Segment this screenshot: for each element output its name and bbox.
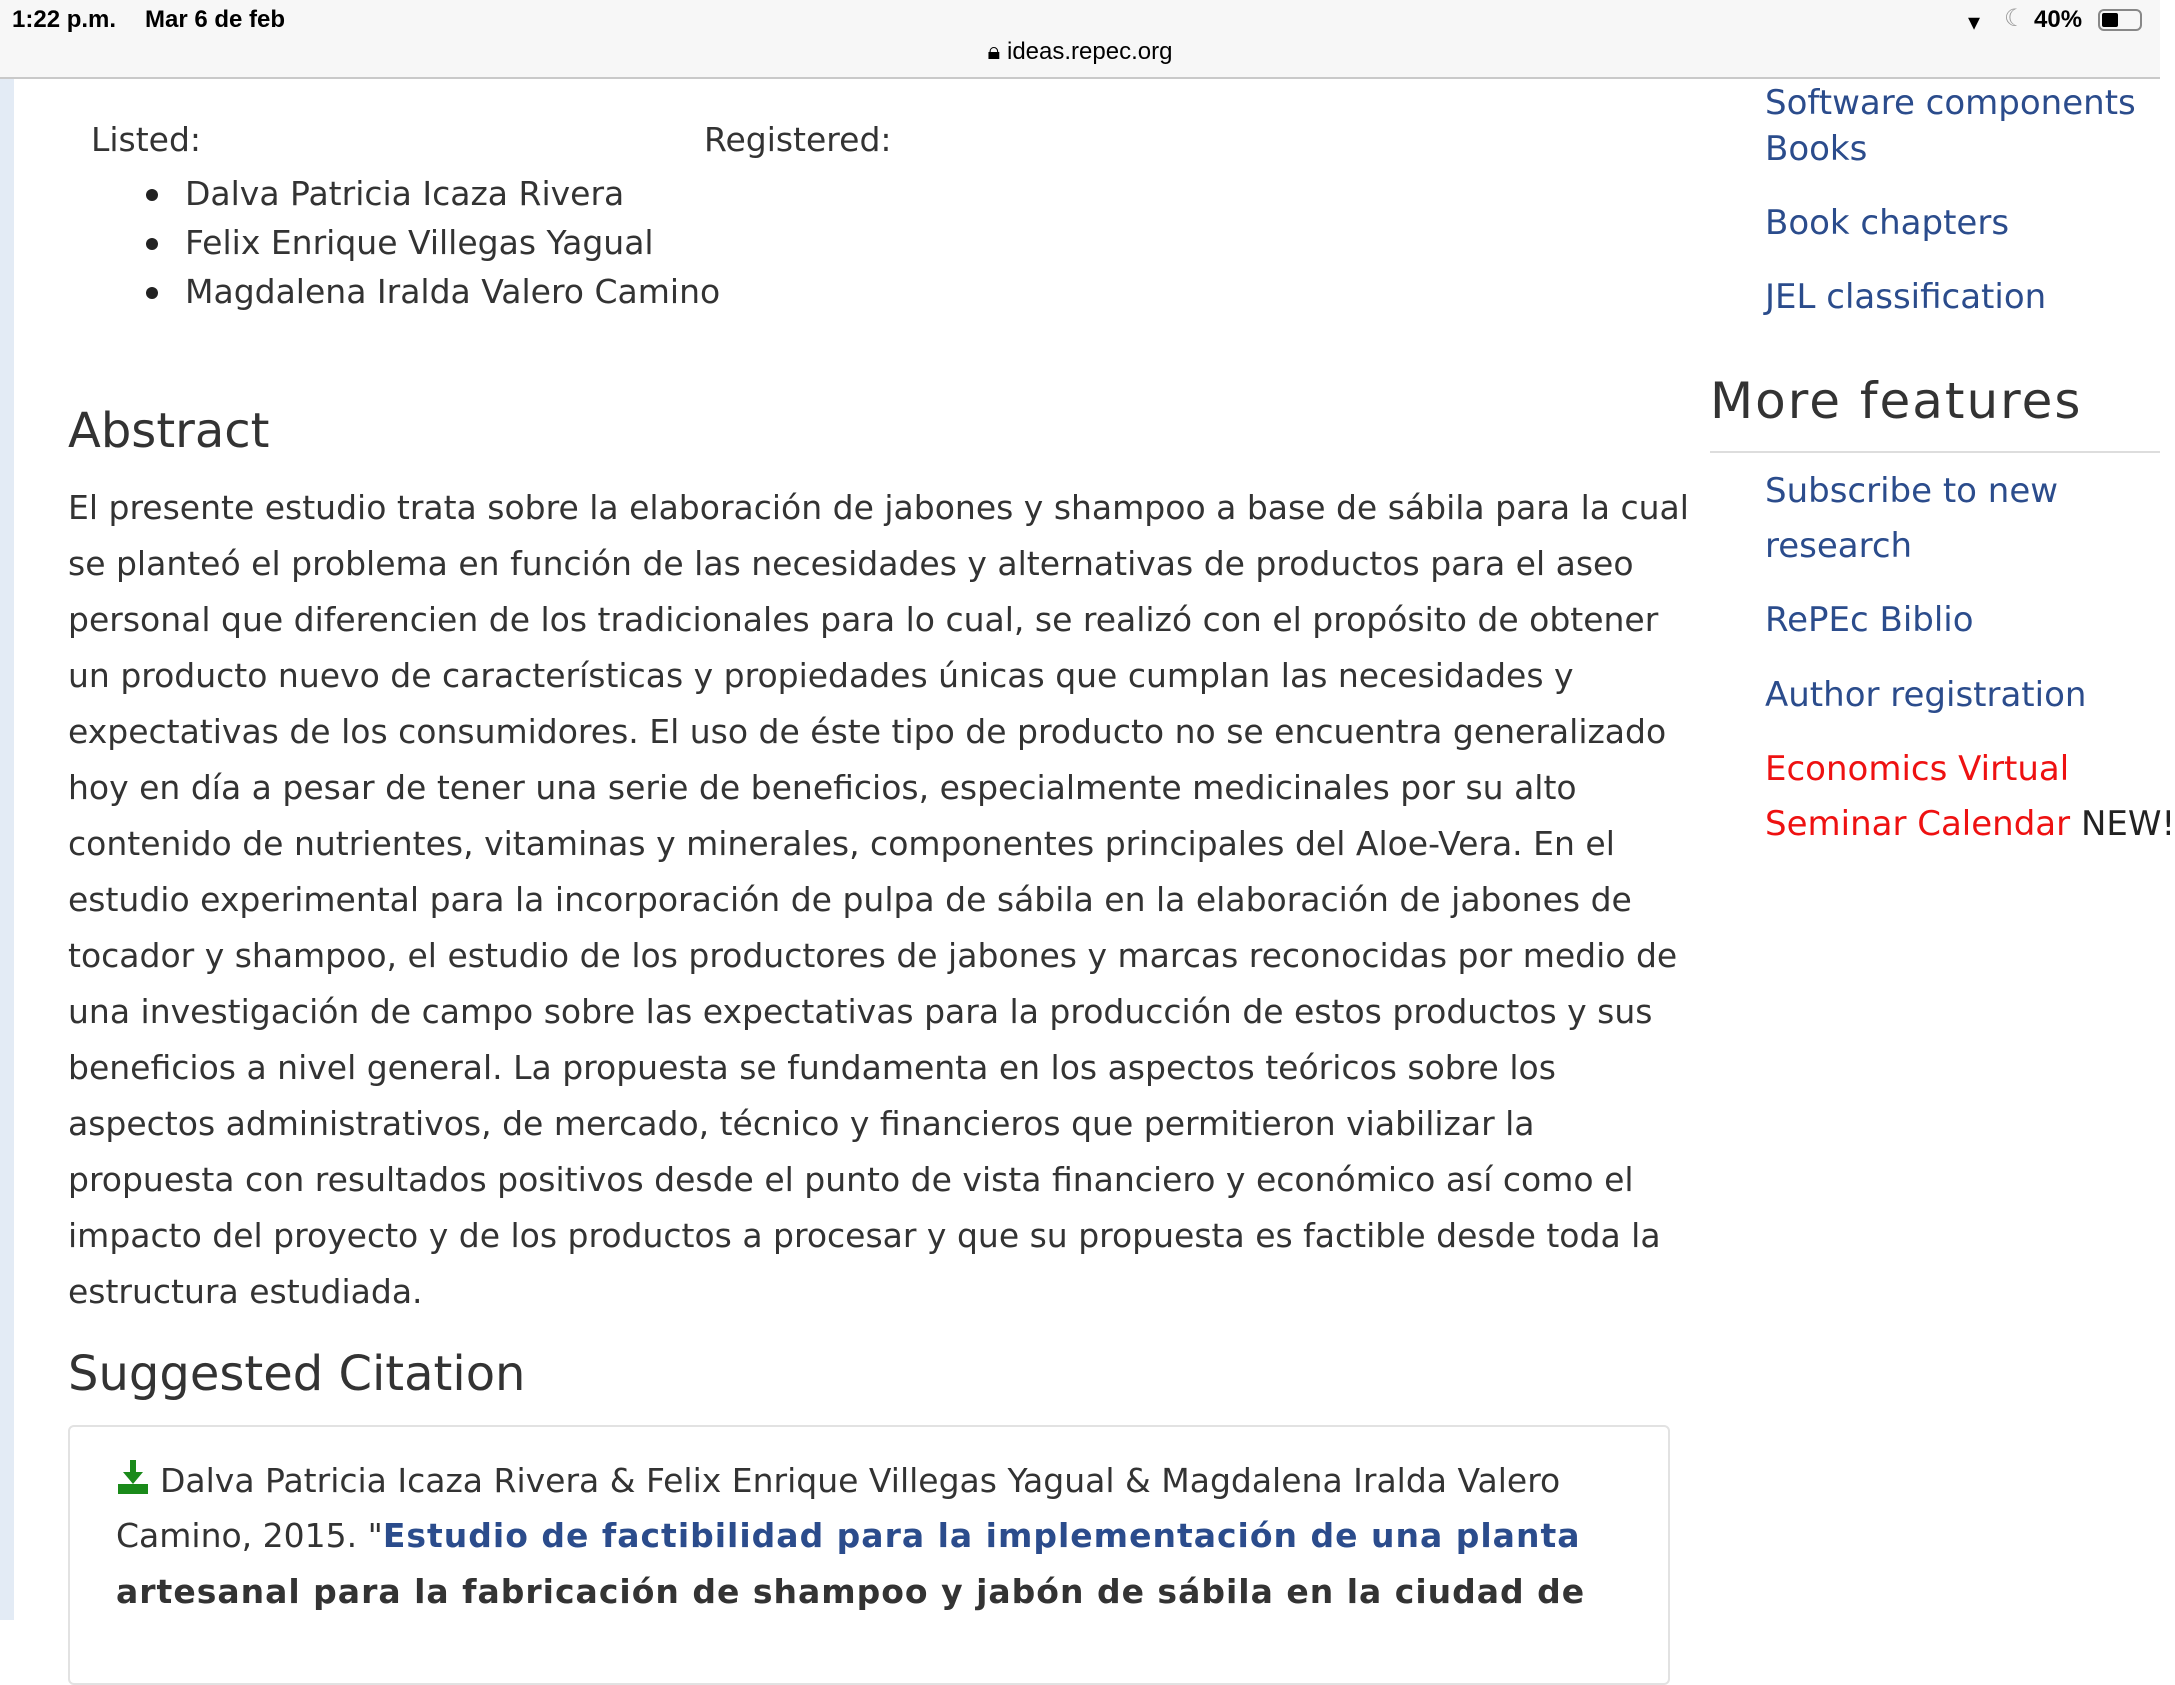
url-text: ideas.repec.org bbox=[1007, 38, 1173, 65]
citation-year: Camino, 2015. " bbox=[116, 1516, 383, 1555]
moon-icon: ☾ bbox=[2004, 4, 2026, 32]
left-margin-strip bbox=[0, 79, 14, 1620]
sidebar-link-economics-virtual-seminar[interactable]: Economics Virtual bbox=[1765, 749, 2070, 789]
abstract-line: expectativas de los consumidores. El uso de éste tipo de producto no se encuentra generalizado bbox=[68, 712, 1667, 751]
bullet-icon bbox=[146, 189, 158, 201]
sidebar-link-book-chapters[interactable]: Book chapters bbox=[1765, 203, 2010, 243]
status-date: Mar 6 de feb bbox=[145, 6, 286, 33]
abstract-line: impacto del proyecto y de los productos a procesar y que su propuesta es factible desde toda la bbox=[68, 1216, 1661, 1255]
sidebar-link-economics-virtual-seminar[interactable]: Seminar Calendar bbox=[1765, 804, 2071, 844]
sidebar-link-repec-biblio[interactable]: RePEc Biblio bbox=[1765, 600, 1974, 640]
divider bbox=[1710, 451, 2160, 453]
citation-authors: Dalva Patricia Icaza Rivera & Felix Enrique Villegas Yagual & Magdalena Iralda Valero bbox=[160, 1461, 1561, 1500]
abstract-line: se planteó el problema en función de las necesidades y alternativas de productos para el aseo bbox=[68, 544, 1634, 583]
abstract-line: tocador y shampoo, el estudio de los productores de jabones y marcas reconocidas por medio de bbox=[68, 936, 1678, 975]
more-features-heading: More features bbox=[1710, 372, 2083, 430]
citation-title-link[interactable]: artesanal para la fabricación de shampoo y jabón de sábila en la ciudad de bbox=[116, 1572, 1586, 1611]
lock-icon: 🔒︎ bbox=[987, 38, 1001, 65]
abstract-line: hoy en día a pesar de tener una serie de beneficios, especialmente medicinales por su alto bbox=[68, 768, 1577, 807]
author-item: Felix Enrique Villegas Yagual bbox=[185, 223, 654, 262]
status-time: 1:22 p.m. bbox=[12, 6, 117, 33]
battery-icon bbox=[2098, 9, 2142, 31]
browser-status-bar bbox=[0, 0, 2160, 79]
citation-title-link[interactable]: Estudio de factibilidad para la implementación de una planta bbox=[382, 1516, 1581, 1555]
sidebar-link-jel-classification[interactable]: JEL classification bbox=[1765, 277, 2047, 317]
abstract-line: aspectos administrativos, de mercado, técnico y financieros que permitieron viabilizar la bbox=[68, 1104, 1535, 1143]
abstract-text bbox=[68, 480, 1689, 1320]
author-item: Dalva Patricia Icaza Rivera bbox=[185, 174, 625, 213]
abstract-line: un producto nuevo de características y propiedades únicas que cumplan las necesidades y bbox=[68, 656, 1574, 695]
abstract-line: una investigación de campo sobre las expectativas para la producción de estos productos y sus bbox=[68, 992, 1653, 1031]
abstract-line: contenido de nutrientes, vitaminas y minerales, componentes principales del Aloe-Vera. En el bbox=[68, 824, 1615, 863]
abstract-line: beneficios a nivel general. La propuesta se fundamenta en los aspectos teóricos sobre los bbox=[68, 1048, 1556, 1087]
sidebar-link-author-registration[interactable]: Author registration bbox=[1765, 675, 2087, 715]
citation-heading: Suggested Citation bbox=[68, 1346, 526, 1402]
abstract-line: propuesta con resultados positivos desde el punto de vista financiero y económico así como el bbox=[68, 1160, 1634, 1199]
bullet-icon bbox=[146, 238, 158, 250]
battery-percent: 40% bbox=[2034, 6, 2083, 33]
sidebar-link-software-components[interactable]: Software components bbox=[1765, 83, 2136, 123]
bullet-icon bbox=[146, 287, 158, 299]
abstract-heading: Abstract bbox=[68, 403, 270, 459]
abstract-line: estudio experimental para la incorporación de pulpa de sábila en la elaboración de jabones de bbox=[68, 880, 1632, 919]
new-badge: NEW! bbox=[2080, 804, 2175, 844]
registered-label[interactable]: Registered: bbox=[704, 120, 892, 159]
address-bar[interactable] bbox=[0, 38, 2160, 66]
sidebar-link-subscribe[interactable]: research bbox=[1765, 526, 1913, 566]
sidebar-link-books[interactable]: Books bbox=[1765, 129, 1868, 169]
wifi-icon: ▾ bbox=[1968, 8, 1981, 36]
download-icon[interactable] bbox=[116, 1460, 150, 1494]
author-item: Magdalena Iralda Valero Camino bbox=[185, 272, 721, 311]
listed-label: Listed: bbox=[91, 120, 202, 159]
abstract-line: personal que diferencien de los tradicionales para lo cual, se realizó con el propósito de obtener bbox=[68, 600, 1659, 639]
abstract-line: estructura estudiada. bbox=[68, 1272, 423, 1311]
abstract-line: El presente estudio trata sobre la elaboración de jabones y shampoo a base de sábila para la cual bbox=[68, 488, 1689, 527]
sidebar-link-subscribe[interactable]: Subscribe to new bbox=[1765, 471, 2059, 511]
